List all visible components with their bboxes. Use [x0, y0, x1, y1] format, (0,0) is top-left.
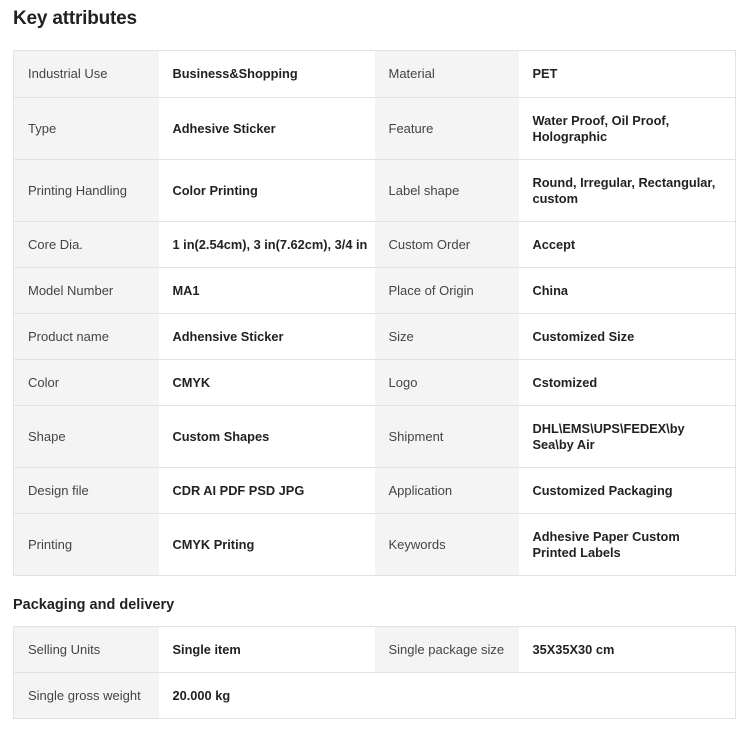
table-row	[14, 468, 736, 514]
attribute-label: Application	[375, 468, 519, 514]
packaging-delivery-heading: Packaging and delivery	[13, 597, 175, 613]
attribute-label: Model Number	[14, 268, 159, 314]
attribute-label: Keywords	[375, 514, 519, 576]
table-row	[14, 51, 736, 98]
attribute-value: Single item	[159, 627, 375, 673]
table-row	[14, 406, 736, 468]
empty-cell	[375, 673, 519, 719]
table-row	[14, 360, 736, 406]
key-attributes-table	[13, 50, 736, 576]
attribute-value: MA1	[159, 268, 375, 314]
key-attributes-heading: Key attributes	[13, 8, 137, 29]
attribute-value: Water Proof, Oil Proof, Holographic	[519, 98, 736, 160]
table-row	[14, 268, 736, 314]
table-row	[14, 222, 736, 268]
attribute-value: CDR AI PDF PSD JPG	[159, 468, 375, 514]
attribute-label: Custom Order	[375, 222, 519, 268]
attribute-label: Shipment	[375, 406, 519, 468]
attribute-value: Accept	[519, 222, 736, 268]
attribute-label: Type	[14, 98, 159, 160]
packaging-delivery-table	[13, 626, 736, 719]
table-row	[14, 514, 736, 576]
attribute-label: Feature	[375, 98, 519, 160]
attribute-value: DHL\EMS\UPS\FEDEX\by Sea\by Air	[519, 406, 736, 468]
attribute-value: CMYK	[159, 360, 375, 406]
attribute-value: Cstomized	[519, 360, 736, 406]
attribute-value: Custom Shapes	[159, 406, 375, 468]
attribute-value: Customized Size	[519, 314, 736, 360]
attribute-label: Logo	[375, 360, 519, 406]
attribute-label: Label shape	[375, 160, 519, 222]
attribute-label: Design file	[14, 468, 159, 514]
attribute-value: PET	[519, 51, 736, 98]
attribute-value: Adhensive Sticker	[159, 314, 375, 360]
attribute-value: China	[519, 268, 736, 314]
attribute-value: Adhesive Sticker	[159, 98, 375, 160]
attribute-label: Size	[375, 314, 519, 360]
empty-cell	[519, 673, 736, 719]
attribute-label: Single package size	[375, 627, 519, 673]
attribute-value: CMYK Priting	[159, 514, 375, 576]
attribute-label: Material	[375, 51, 519, 98]
attribute-value: Round, Irregular, Rectangular, custom	[519, 160, 736, 222]
attribute-value: Adhesive Paper Custom Printed Labels	[519, 514, 736, 576]
attribute-label: Place of Origin	[375, 268, 519, 314]
attribute-label: Industrial Use	[14, 51, 159, 98]
attribute-label: Selling Units	[14, 627, 159, 673]
attribute-label: Color	[14, 360, 159, 406]
attribute-value: 20.000 kg	[159, 673, 375, 719]
attribute-label: Core Dia.	[14, 222, 159, 268]
attribute-label: Printing Handling	[14, 160, 159, 222]
attribute-label: Single gross weight	[14, 673, 159, 719]
attribute-value: Customized Packaging	[519, 468, 736, 514]
attribute-value: 35X35X30 cm	[519, 627, 736, 673]
attribute-label: Product name	[14, 314, 159, 360]
attribute-value: 1 in(2.54cm), 3 in(7.62cm), 3/4 in	[159, 222, 375, 268]
attribute-value: Color Printing	[159, 160, 375, 222]
table-row	[14, 627, 736, 673]
attribute-value: Business&Shopping	[159, 51, 375, 98]
table-row	[14, 98, 736, 160]
table-row	[14, 673, 736, 719]
table-row	[14, 160, 736, 222]
table-row	[14, 314, 736, 360]
attribute-label: Shape	[14, 406, 159, 468]
attribute-label: Printing	[14, 514, 159, 576]
